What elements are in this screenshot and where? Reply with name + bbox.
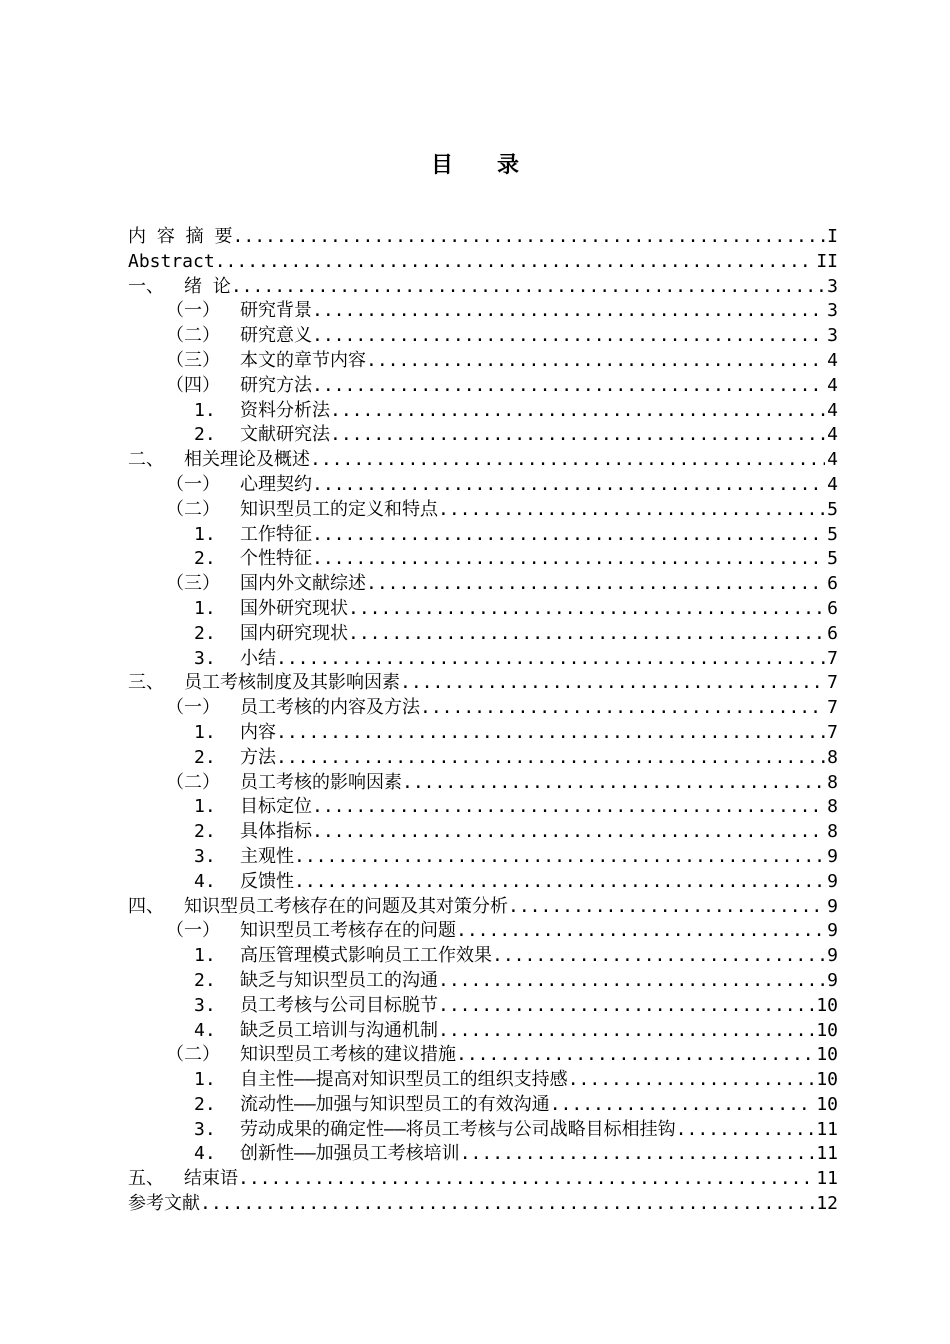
toc-entry-number: 1. bbox=[194, 945, 216, 967]
toc-entry-title: 绪 论 bbox=[184, 275, 231, 297]
toc-dot-leader bbox=[294, 870, 825, 895]
toc-entry-label bbox=[128, 671, 400, 696]
table-of-contents bbox=[128, 225, 838, 1217]
toc-entry[interactable] bbox=[128, 895, 838, 920]
toc-entry[interactable] bbox=[128, 845, 838, 870]
toc-dot-leader bbox=[312, 523, 825, 548]
toc-entry-number: （二） bbox=[166, 1044, 220, 1066]
page-title bbox=[0, 148, 950, 179]
toc-entry-label bbox=[194, 1068, 568, 1093]
toc-entry[interactable] bbox=[128, 423, 838, 448]
toc-entry-title: Abstract bbox=[128, 250, 215, 272]
toc-entry-number: 2. bbox=[194, 548, 216, 570]
toc-entry-label bbox=[194, 523, 312, 548]
toc-entry-title: 内容 bbox=[240, 721, 276, 743]
toc-dot-leader bbox=[200, 1192, 814, 1217]
toc-entry[interactable] bbox=[128, 671, 838, 696]
toc-dot-leader bbox=[276, 721, 825, 746]
toc-dot-leader bbox=[492, 944, 825, 969]
toc-page-number: 7 bbox=[827, 697, 838, 719]
toc-entry-title: 资料分析法 bbox=[240, 399, 330, 421]
toc-entry-number: 2. bbox=[194, 424, 216, 446]
toc-dot-leader bbox=[438, 994, 814, 1019]
toc-page-number: 4 bbox=[827, 424, 838, 446]
toc-entry-title: 本文的章节内容 bbox=[240, 349, 366, 371]
toc-page-number: 6 bbox=[827, 573, 838, 595]
toc-entry-label bbox=[194, 1093, 550, 1118]
toc-entry-title: 结束语 bbox=[184, 1168, 238, 1190]
toc-entry[interactable] bbox=[128, 1019, 838, 1044]
toc-entry-label bbox=[166, 473, 312, 498]
toc-entry[interactable] bbox=[128, 299, 838, 324]
toc-entry-title: 缺乏与知识型员工的沟通 bbox=[240, 969, 438, 991]
toc-page-number: 5 bbox=[827, 523, 838, 545]
toc-page-number: 6 bbox=[827, 622, 838, 644]
toc-entry-label bbox=[166, 374, 312, 399]
toc-entry-label bbox=[194, 820, 312, 845]
toc-entry-title: 劳动成果的确定性——将员工考核与公司战略目标相挂钩 bbox=[240, 1118, 676, 1140]
toc-entry-number: （二） bbox=[166, 498, 220, 520]
toc-entry-title: 参考文献 bbox=[128, 1193, 200, 1215]
toc-entry-title: 国外研究现状 bbox=[240, 597, 348, 619]
toc-entry[interactable] bbox=[128, 795, 838, 820]
toc-entry-label bbox=[166, 324, 312, 349]
toc-entry-number: 1. bbox=[194, 721, 216, 743]
toc-entry-label bbox=[166, 696, 420, 721]
toc-page-number: 8 bbox=[827, 746, 838, 768]
toc-entry-title: 国内研究现状 bbox=[240, 622, 348, 644]
toc-entry-label bbox=[166, 572, 366, 597]
toc-page-number: 3 bbox=[827, 325, 838, 347]
toc-dot-leader bbox=[312, 324, 825, 349]
toc-dot-leader bbox=[215, 250, 815, 275]
toc-entry-title: 知识型员工考核存在的问题及其对策分析 bbox=[184, 895, 508, 917]
toc-page-number: 10 bbox=[816, 1093, 838, 1115]
toc-entry[interactable] bbox=[128, 399, 838, 424]
toc-entry-label bbox=[194, 845, 294, 870]
toc-entry-title: 方法 bbox=[240, 746, 276, 768]
toc-entry-title: 研究背景 bbox=[240, 300, 312, 322]
toc-entry-number: （一） bbox=[166, 697, 220, 719]
toc-entry-title: 知识型员工考核存在的问题 bbox=[240, 920, 456, 942]
toc-entry-title: 员工考核的影响因素 bbox=[240, 771, 402, 793]
toc-entry-label bbox=[194, 647, 276, 672]
toc-dot-leader bbox=[456, 1043, 814, 1068]
toc-dot-leader bbox=[330, 399, 825, 424]
toc-dot-leader bbox=[420, 696, 825, 721]
toc-entry[interactable] bbox=[128, 721, 838, 746]
toc-page-number: 11 bbox=[816, 1168, 838, 1190]
toc-entry[interactable] bbox=[128, 994, 838, 1019]
toc-entry-label bbox=[194, 870, 294, 895]
toc-page-number: 5 bbox=[827, 498, 838, 520]
toc-page-number: 12 bbox=[816, 1193, 838, 1215]
toc-entry-number: 2. bbox=[194, 1093, 216, 1115]
toc-entry-number: 四、 bbox=[128, 895, 164, 917]
toc-entry-number: 二、 bbox=[128, 449, 164, 471]
toc-page-number: 9 bbox=[827, 895, 838, 917]
toc-entry-label bbox=[194, 547, 312, 572]
toc-dot-leader bbox=[312, 473, 825, 498]
toc-entry[interactable] bbox=[128, 547, 838, 572]
toc-entry-title: 流动性——加强与知识型员工的有效沟通 bbox=[240, 1093, 550, 1115]
toc-entry-label bbox=[194, 969, 438, 994]
toc-entry[interactable] bbox=[128, 349, 838, 374]
toc-dot-leader bbox=[550, 1093, 815, 1118]
toc-entry-number: 三、 bbox=[128, 672, 164, 694]
toc-entry-label bbox=[194, 622, 348, 647]
toc-entry-label bbox=[128, 250, 215, 275]
toc-dot-leader bbox=[568, 1068, 815, 1093]
toc-page-number: 6 bbox=[827, 597, 838, 619]
toc-entry-number: 3. bbox=[194, 647, 216, 669]
toc-entry-title: 自主性——提高对知识型员工的组织支持感 bbox=[240, 1069, 568, 1091]
toc-page-number: 4 bbox=[827, 349, 838, 371]
toc-dot-leader bbox=[400, 671, 825, 696]
toc-entry-title: 文献研究法 bbox=[240, 424, 330, 446]
toc-entry[interactable] bbox=[128, 572, 838, 597]
toc-entry-number: 2. bbox=[194, 746, 216, 768]
toc-entry[interactable] bbox=[128, 1167, 838, 1192]
toc-dot-leader bbox=[276, 746, 825, 771]
toc-entry[interactable] bbox=[128, 275, 838, 300]
toc-dot-leader bbox=[310, 448, 825, 473]
toc-entry-label bbox=[194, 746, 276, 771]
toc-entry-title: 国内外文献综述 bbox=[240, 573, 366, 595]
toc-page-number: 3 bbox=[827, 300, 838, 322]
title-char: 目 bbox=[430, 152, 453, 178]
toc-entry-title: 工作特征 bbox=[240, 523, 312, 545]
toc-dot-leader bbox=[438, 969, 825, 994]
toc-page-number: 8 bbox=[827, 821, 838, 843]
toc-entry-title: 员工考核与公司目标脱节 bbox=[240, 994, 438, 1016]
toc-entry-number: 1. bbox=[194, 399, 216, 421]
toc-dot-leader bbox=[508, 895, 825, 920]
toc-entry-number: 2. bbox=[194, 821, 216, 843]
toc-entry[interactable] bbox=[128, 696, 838, 721]
toc-entry-title: 研究方法 bbox=[240, 374, 312, 396]
toc-page-number: 10 bbox=[816, 1044, 838, 1066]
toc-entry-number: （二） bbox=[166, 325, 220, 347]
toc-entry-number: 4. bbox=[194, 1143, 216, 1165]
toc-entry-title: 个性特征 bbox=[240, 548, 312, 570]
toc-entry[interactable] bbox=[128, 1043, 838, 1068]
toc-entry-title: 高压管理模式影响员工工作效果 bbox=[240, 945, 492, 967]
toc-page-number: 9 bbox=[827, 920, 838, 942]
toc-page-number: 9 bbox=[827, 845, 838, 867]
toc-entry-label bbox=[194, 1019, 438, 1044]
toc-entry-number: 1. bbox=[194, 597, 216, 619]
toc-entry[interactable] bbox=[128, 820, 838, 845]
toc-dot-leader bbox=[348, 622, 825, 647]
toc-dot-leader bbox=[312, 795, 825, 820]
toc-entry-label bbox=[128, 1192, 200, 1217]
toc-page-number: 10 bbox=[816, 1069, 838, 1091]
toc-dot-leader bbox=[330, 423, 825, 448]
toc-entry-number: 4. bbox=[194, 1019, 216, 1041]
toc-entry-number: 1. bbox=[194, 1069, 216, 1091]
toc-dot-leader bbox=[676, 1118, 815, 1143]
toc-entry-label bbox=[128, 225, 233, 250]
toc-dot-leader bbox=[238, 1167, 814, 1192]
toc-entry-number: 五、 bbox=[128, 1168, 164, 1190]
toc-entry-number: 2. bbox=[194, 969, 216, 991]
toc-entry-number: 2. bbox=[194, 622, 216, 644]
toc-dot-leader bbox=[276, 647, 825, 672]
toc-entry-title: 员工考核制度及其影响因素 bbox=[184, 672, 400, 694]
toc-page-number: 7 bbox=[827, 721, 838, 743]
toc-entry-label bbox=[128, 895, 508, 920]
toc-page-number: 4 bbox=[827, 473, 838, 495]
toc-dot-leader bbox=[366, 349, 825, 374]
toc-page-number: 8 bbox=[827, 771, 838, 793]
toc-entry-title: 内 容 摘 要 bbox=[128, 226, 233, 247]
toc-page-number: 3 bbox=[827, 275, 838, 297]
toc-entry[interactable] bbox=[128, 523, 838, 548]
toc-entry-title: 缺乏员工培训与沟通机制 bbox=[240, 1019, 438, 1041]
toc-entry-title: 员工考核的内容及方法 bbox=[240, 697, 420, 719]
toc-page-number: 10 bbox=[816, 1019, 838, 1041]
toc-entry-number: （二） bbox=[166, 771, 220, 793]
toc-entry-label bbox=[194, 399, 330, 424]
toc-entry[interactable] bbox=[128, 944, 838, 969]
toc-page-number: 11 bbox=[816, 1118, 838, 1140]
toc-entry[interactable] bbox=[128, 448, 838, 473]
toc-dot-leader bbox=[312, 820, 825, 845]
toc-entry-title: 创新性——加强员工考核培训 bbox=[240, 1143, 460, 1165]
toc-entry[interactable] bbox=[128, 225, 838, 250]
toc-entry[interactable] bbox=[128, 1068, 838, 1093]
toc-entry-number: （三） bbox=[166, 573, 220, 595]
toc-entry-label bbox=[166, 299, 312, 324]
toc-entry-number: 3. bbox=[194, 845, 216, 867]
toc-entry-title: 知识型员工的定义和特点 bbox=[240, 498, 438, 520]
toc-page-number: 4 bbox=[827, 449, 838, 471]
toc-entry-title: 小结 bbox=[240, 647, 276, 669]
toc-entry[interactable] bbox=[128, 1118, 838, 1143]
toc-entry[interactable] bbox=[128, 597, 838, 622]
toc-entry[interactable] bbox=[128, 870, 838, 895]
toc-entry-label bbox=[194, 597, 348, 622]
toc-entry-number: （三） bbox=[166, 349, 220, 371]
toc-entry-number: （一） bbox=[166, 473, 220, 495]
toc-page-number: 4 bbox=[827, 399, 838, 421]
toc-entry-label bbox=[166, 498, 438, 523]
toc-entry-number: 1. bbox=[194, 796, 216, 818]
toc-entry-label bbox=[194, 944, 492, 969]
toc-dot-leader bbox=[456, 919, 825, 944]
toc-page-number: 9 bbox=[827, 969, 838, 991]
toc-page-number: 10 bbox=[816, 994, 838, 1016]
toc-entry-title: 心理契约 bbox=[240, 473, 312, 495]
toc-entry[interactable] bbox=[128, 1093, 838, 1118]
toc-dot-leader bbox=[438, 498, 825, 523]
toc-entry[interactable] bbox=[128, 746, 838, 771]
toc-entry-number: 3. bbox=[194, 1118, 216, 1140]
toc-dot-leader bbox=[348, 597, 825, 622]
toc-entry-number: （四） bbox=[166, 374, 220, 396]
toc-entry-label bbox=[128, 1167, 238, 1192]
toc-page-number: II bbox=[816, 250, 838, 272]
toc-page-number: I bbox=[827, 226, 838, 247]
toc-entry[interactable] bbox=[128, 324, 838, 349]
toc-page-number: 5 bbox=[827, 548, 838, 570]
toc-entry[interactable] bbox=[128, 498, 838, 523]
toc-entry-label bbox=[194, 1142, 460, 1167]
toc-entry[interactable] bbox=[128, 919, 838, 944]
toc-dot-leader bbox=[402, 771, 825, 796]
toc-entry-title: 具体指标 bbox=[240, 821, 312, 843]
toc-dot-leader bbox=[233, 225, 826, 250]
toc-entry-title: 主观性 bbox=[240, 845, 294, 867]
toc-page-number: 9 bbox=[827, 870, 838, 892]
toc-entry[interactable] bbox=[128, 969, 838, 994]
toc-entry[interactable] bbox=[128, 647, 838, 672]
toc-entry[interactable] bbox=[128, 250, 838, 275]
toc-entry-label bbox=[194, 1118, 676, 1143]
toc-dot-leader bbox=[231, 275, 825, 300]
toc-entry[interactable] bbox=[128, 1192, 838, 1217]
toc-entry-label bbox=[194, 423, 330, 448]
toc-dot-leader bbox=[366, 572, 825, 597]
toc-entry-label bbox=[194, 795, 312, 820]
toc-entry-number: 1. bbox=[194, 523, 216, 545]
toc-entry-label bbox=[166, 919, 456, 944]
toc-entry-label bbox=[166, 771, 402, 796]
title-char: 录 bbox=[497, 152, 520, 178]
toc-entry-title: 目标定位 bbox=[240, 796, 312, 818]
toc-entry-label bbox=[194, 721, 276, 746]
toc-dot-leader bbox=[460, 1142, 815, 1167]
toc-page-number: 11 bbox=[816, 1143, 838, 1165]
toc-entry-label bbox=[128, 275, 231, 300]
toc-entry-number: （一） bbox=[166, 300, 220, 322]
toc-entry[interactable] bbox=[128, 771, 838, 796]
toc-entry[interactable] bbox=[128, 374, 838, 399]
toc-entry-title: 相关理论及概述 bbox=[184, 449, 310, 471]
toc-dot-leader bbox=[438, 1019, 814, 1044]
toc-entry[interactable] bbox=[128, 622, 838, 647]
toc-page-number: 9 bbox=[827, 945, 838, 967]
toc-entry[interactable] bbox=[128, 473, 838, 498]
toc-entry-number: 3. bbox=[194, 994, 216, 1016]
toc-entry-label bbox=[166, 1043, 456, 1068]
toc-page-number: 7 bbox=[827, 672, 838, 694]
toc-dot-leader bbox=[312, 299, 825, 324]
toc-entry-number: 4. bbox=[194, 870, 216, 892]
toc-entry-label bbox=[194, 994, 438, 1019]
toc-entry-label bbox=[128, 448, 310, 473]
toc-page-number: 7 bbox=[827, 647, 838, 669]
toc-dot-leader bbox=[312, 547, 825, 572]
toc-page-number: 4 bbox=[827, 374, 838, 396]
toc-dot-leader bbox=[294, 845, 825, 870]
toc-entry[interactable] bbox=[128, 1142, 838, 1167]
toc-entry-title: 知识型员工考核的建议措施 bbox=[240, 1044, 456, 1066]
toc-entry-title: 反馈性 bbox=[240, 870, 294, 892]
toc-entry-number: 一、 bbox=[128, 275, 164, 297]
toc-entry-label bbox=[166, 349, 366, 374]
toc-dot-leader bbox=[312, 374, 825, 399]
toc-page-number: 8 bbox=[827, 796, 838, 818]
toc-entry-title: 研究意义 bbox=[240, 325, 312, 347]
toc-entry-number: （一） bbox=[166, 920, 220, 942]
